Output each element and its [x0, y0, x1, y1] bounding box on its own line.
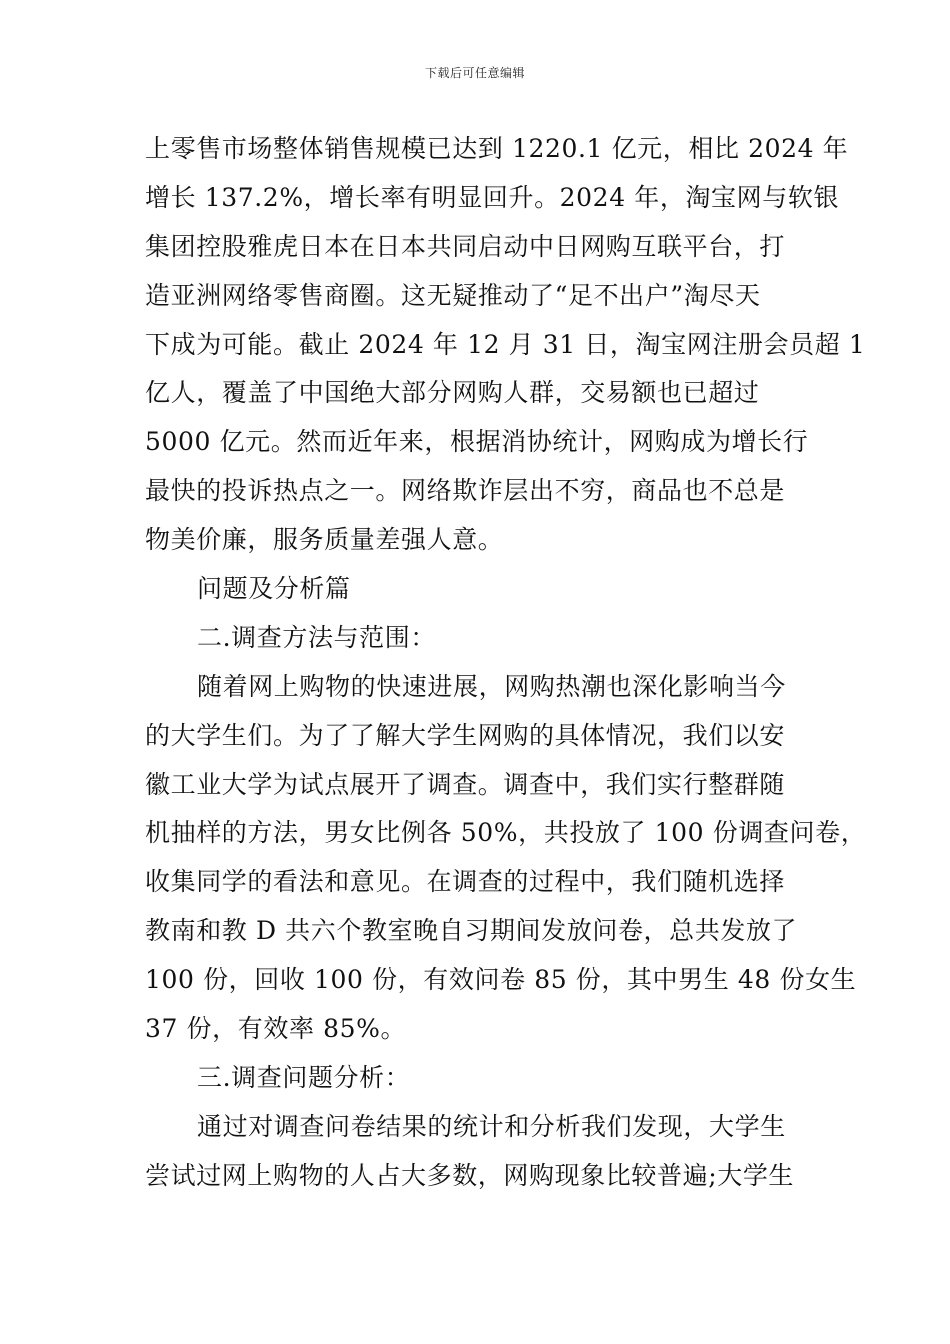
- text-line: 的大学生们。为了了解大学生网购的具体情况，我们以安: [145, 720, 786, 750]
- text-line: 最快的投诉热点之一。网络欺诈层出不穷，商品也不总是: [145, 476, 786, 506]
- text-line: 增长 137.2%，增长率有明显回升。2024 年，淘宝网与软银: [145, 182, 840, 212]
- text-line: 造亚洲网络零售商圈。这无疑推动了“足不出户”淘尽天: [145, 280, 761, 310]
- text-line: 下成为可能。截止 2024 年 12 月 31 日，淘宝网注册会员超 1: [145, 329, 866, 359]
- text-line: 5000 亿元。然而近年来，根据消协统计，网购成为增长行: [145, 427, 809, 457]
- section-heading: 三.调查问题分析：: [197, 1062, 411, 1092]
- text-line: 徽工业大学为试点展开了调查。调查中，我们实行整群随: [145, 769, 786, 799]
- section-heading: 二.调查方法与范围：: [197, 622, 436, 652]
- text-line: 通过对调查问卷结果的统计和分析我们发现，大学生: [197, 1111, 786, 1141]
- text-line: 亿人，覆盖了中国绝大部分网购人群，交易额也已超过: [145, 378, 760, 408]
- text-line: 上零售市场整体销售规模已达到 1220.1 亿元，相比 2024 年: [145, 134, 849, 163]
- page-header: 下载后可任意编辑: [424, 66, 525, 80]
- section-heading: 问题及分析篇: [197, 574, 351, 604]
- document-body: [145, 125, 867, 1201]
- text-line: 物美价廉，服务质量差强人意。: [145, 525, 504, 555]
- text-line: 集团控股雅虎日本在日本共同启动中日网购互联平台，打: [145, 231, 786, 261]
- text-line: 教南和教 D 共六个教室晚自习期间发放问卷，总共发放了: [145, 916, 798, 946]
- text-line: 收集同学的看法和意见。在调查的过程中，我们随机选择: [145, 867, 786, 897]
- text-line: 100 份，回收 100 份，有效问卷 85 份，其中男生 48 份女生: [145, 965, 857, 995]
- text-line: 机抽样的方法，男女比例各 50%，共投放了 100 份调查问卷，: [145, 818, 867, 848]
- text-line: 随着网上购物的快速进展，网购热潮也深化影响当今: [197, 671, 786, 701]
- text-line: 37 份，有效率 85%。: [145, 1014, 407, 1044]
- text-line: 尝试过网上购物的人占大多数，网购现象比较普遍;大学生: [145, 1160, 795, 1190]
